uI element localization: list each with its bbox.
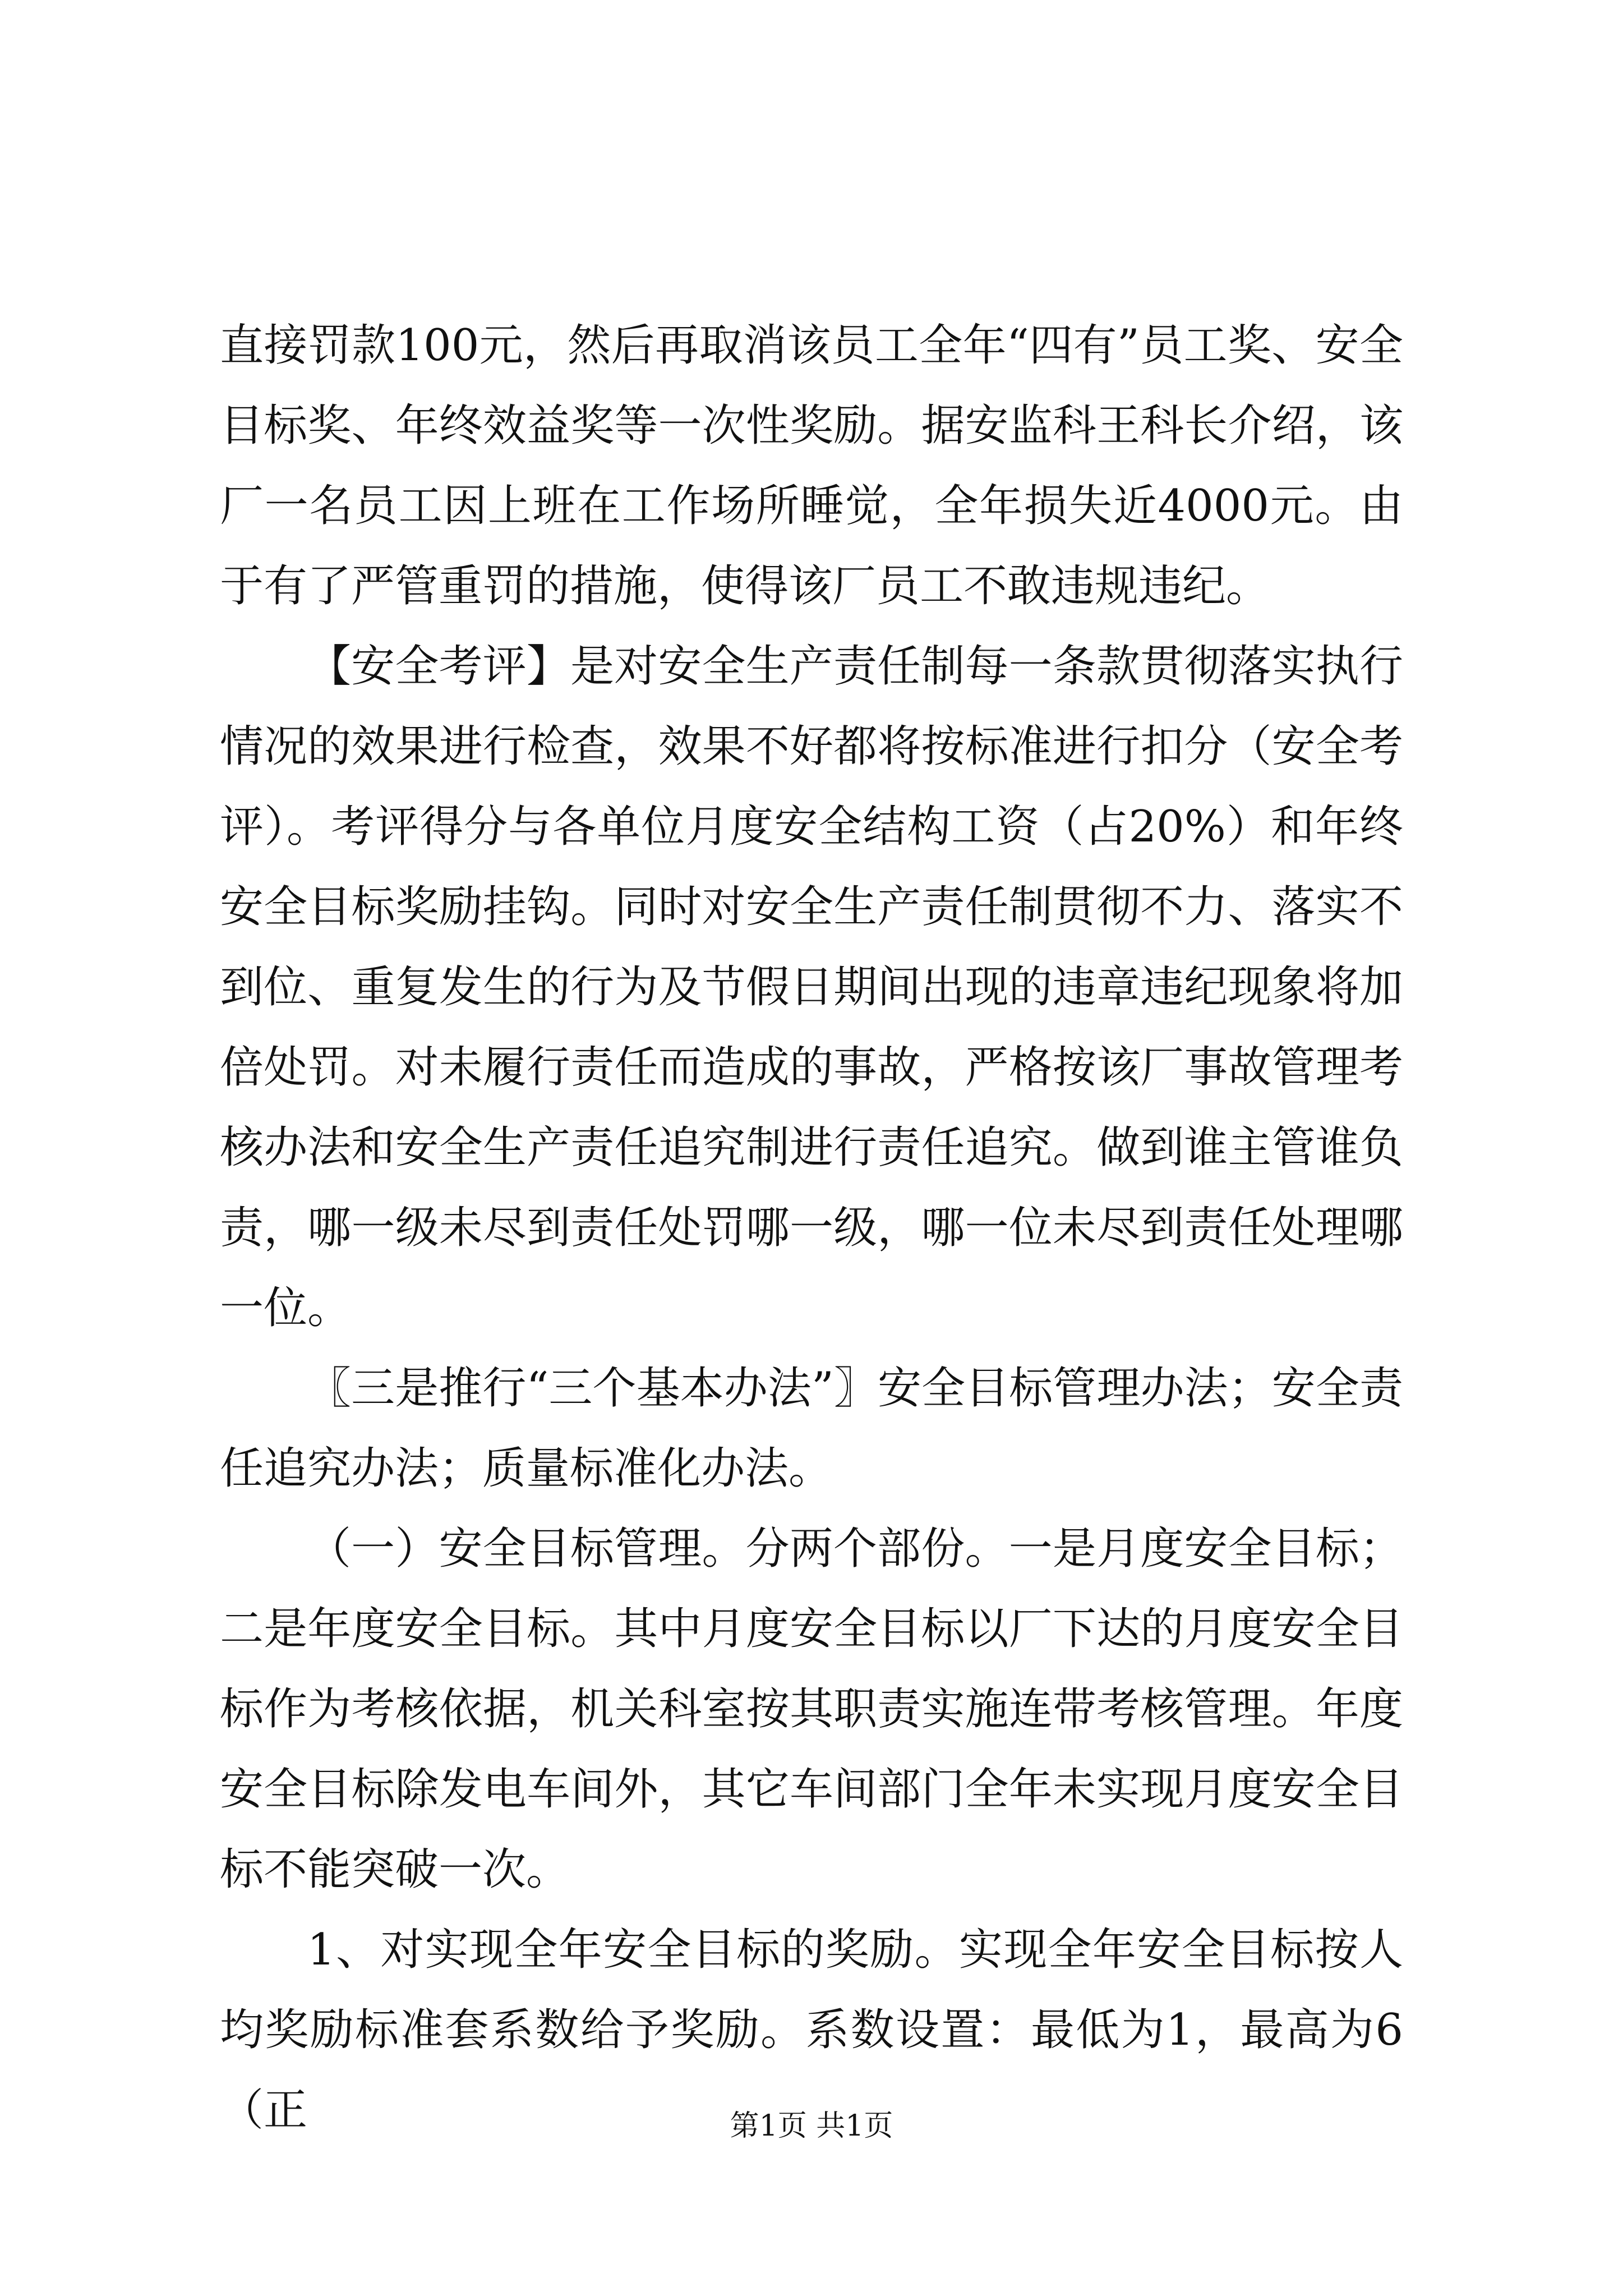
paragraph-5: 1、对实现全年安全目标的奖励。实现全年安全目标按人均奖励标准套系数给予奖励。系数设置：最低为1，最高为6（正 [220, 1925, 1403, 2136]
page-footer: 第1页 共1页 [730, 2109, 893, 2143]
paragraph-3: 〖三是推行“三个基本办法”〗安全目标管理办法；安全责任追究办法；质量标准化办法。 [220, 1363, 1403, 1494]
paragraph-1: 直接罚款100元，然后再取消该员工全年“四有”员工奖、安全目标奖、年终效益奖等一次性奖励。据安监科王科长介绍，该厂一名员工因上班在工作场所睡觉，全年损失近4000元。由于有了严管重罚的措施，使得该厂员工不敢违规违纪。 [220, 320, 1403, 611]
paragraph-4: （一）安全目标管理。分两个部份。一是月度安全目标；二是年度安全目标。其中月度安全目标以厂下达的月度安全目标作为考核依据，机关科室按其职责实施连带考核管理。年度安全目标除发电车间外，其它车间部门全年未实现月度安全目标不能突破一次。 [220, 1524, 1403, 1895]
paragraph-2: 【安全考评】是对安全生产责任制每一条款贯彻落实执行情况的效果进行检查，效果不好都将按标准进行扣分（安全考评）。考评得分与各单位月度安全结构工资（占20%）和年终安全目标奖励挂钩。同时对安全生产责任制贯彻不力、落实不到位、重复发生的行为及节假日期间出现的违章违纪现象将加倍处罚。对未履行责任而造成的事故，严格按该厂事故管理考核办法和安全生产责任追究制进行责任追究。做到谁主管谁负责，哪一级未尽到责任处罚哪一级，哪一位未尽到责任处理哪一位。 [220, 641, 1403, 1333]
document-body [220, 306, 1403, 2151]
